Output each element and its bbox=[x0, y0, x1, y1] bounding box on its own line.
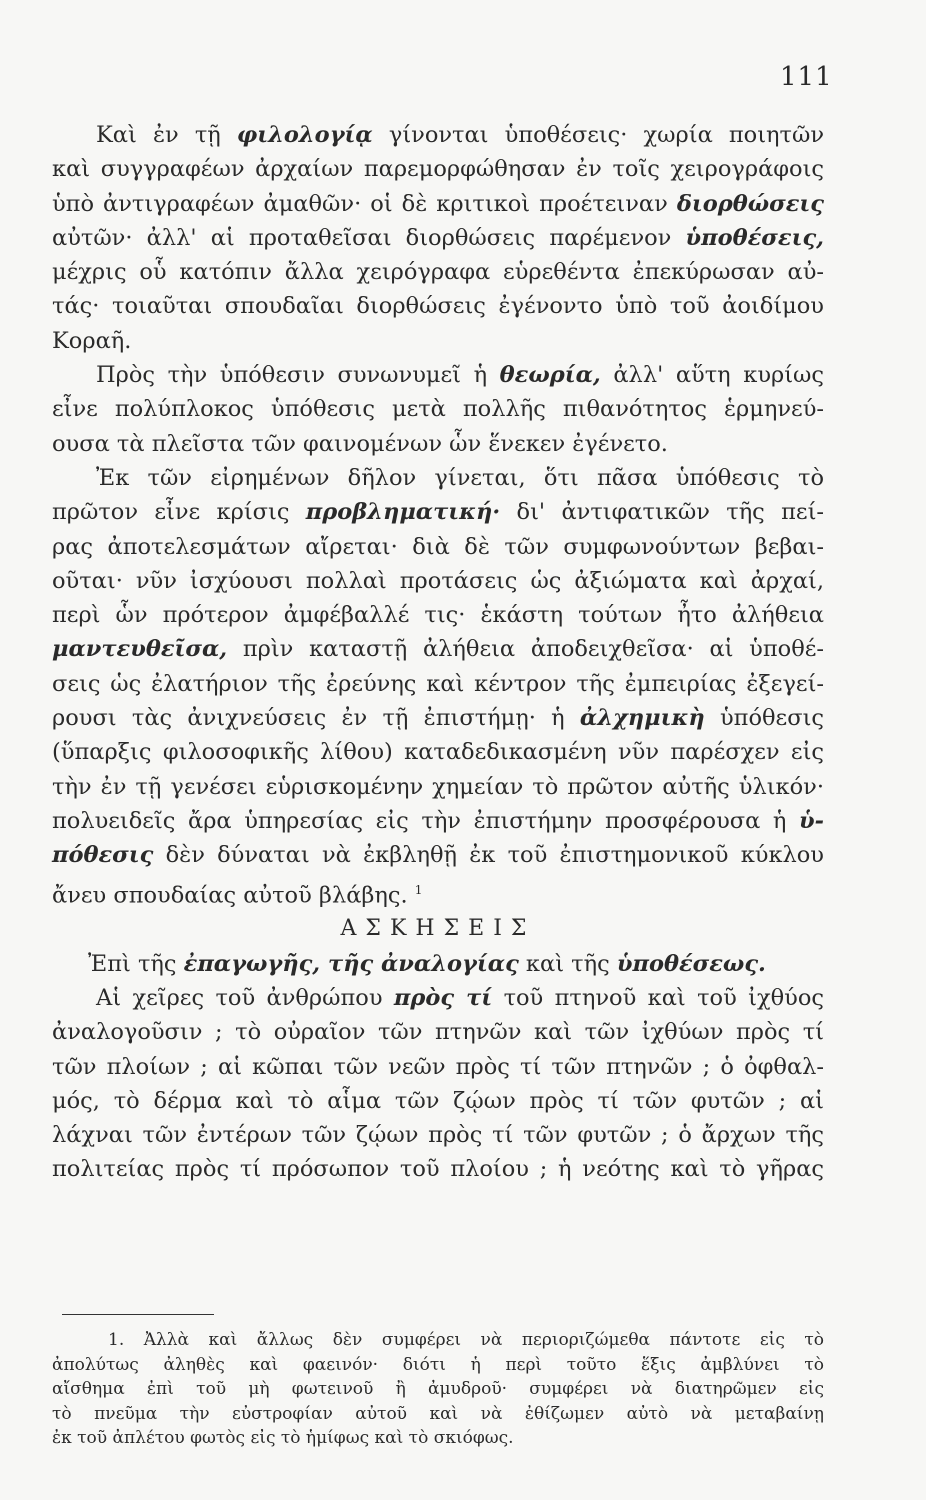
text-segment: τοῦ πτηνοῦ καὶ τοῦ ἰχθύος bbox=[492, 984, 824, 1011]
emphasis-term: προβληματική· bbox=[305, 499, 501, 526]
text-segment: ὑπὸ ἀντιγραφέων ἀμαθῶν· οἱ δὲ κριτικοὶ προέτειναν bbox=[52, 190, 677, 217]
emphasis-term: φιλολογίᾳ bbox=[236, 122, 373, 148]
text-line: σεις ὡς ἐλατήριον τῆς ἐρεύνης καὶ κέντρον τῆς ἐμπειρίας ἐξεγεί- bbox=[52, 670, 824, 697]
text-segment: ρουσι τὰς ἀνιχνεύσεις ἐν τῇ ἐπιστήμῃ· ἡ bbox=[52, 705, 580, 732]
footnote-line: 1. Ἀλλὰ καὶ ἄλλως δὲν συμφέρει νὰ περιοριζώμεθα πάντοτε εἰς τὸ bbox=[108, 1330, 824, 1350]
emphasis-term: πρὸς τί bbox=[393, 984, 493, 1011]
footnote-divider bbox=[62, 1314, 214, 1315]
text-line bbox=[52, 187, 824, 221]
emphasis-term: ὑποθέσεως. bbox=[616, 950, 766, 977]
text-line: λάχναι τῶν ἐντέρων τῶν ζῴων πρὸς τί τῶν φυτῶν ; ὁ ἄρχων τῆς bbox=[52, 1122, 824, 1149]
text-line: τὴν ἐν τῇ γενέσει εὑρισκομένην χημείαν τὸ πρῶτον αὐτῆς ὑλικόν· bbox=[52, 773, 824, 800]
text-line bbox=[52, 701, 824, 735]
text-line bbox=[52, 838, 824, 872]
text-line: (ὕπαρξις φιλοσοφικῆς λίθου) καταδεδικασμένη νῦν παρέσχεν εἰς bbox=[52, 739, 824, 766]
text-segment: πρὶν καταστῇ ἀλήθεια ἀποδειχθεῖσα· αἱ ὑποθέ- bbox=[227, 636, 824, 663]
text-segment: ἀλλ' αὕτη κυρίως bbox=[600, 362, 824, 389]
text-line bbox=[52, 358, 824, 392]
text-segment: πρῶτον εἶνε κρίσις bbox=[52, 499, 306, 526]
text-line: καὶ συγγραφέων ἀρχαίων παρεμορφώθησαν ἐν τοῖς χειρογράφοις bbox=[52, 156, 824, 183]
text-segment: ὑπόθεσις bbox=[704, 705, 824, 732]
text-segment: Αἱ χεῖρες τοῦ ἀνθρώπου bbox=[96, 984, 394, 1011]
text-line: μέχρις οὗ κατόπιν ἄλλα χειρόγραφα εὑρεθέντα ἐπεκύρωσαν αὐ- bbox=[52, 259, 824, 286]
footnote-line: ἀπολύτως ἀληθὲς καὶ φαεινόν· διότι ἡ περὶ τοῦτο ἕξις ἀμβλύνει τὸ bbox=[52, 1354, 824, 1375]
footnote-line: τὸ πνεῦμα τὴν εὐστροφίαν αὐτοῦ καὶ νὰ ἐθίζωμεν αὐτὸ νὰ μεταβαίνῃ bbox=[52, 1403, 824, 1424]
text-segment: πολυειδεῖς ἄρα ὑπηρεσίας εἰς τὴν ἐπιστήμην προσφέρουσα ἡ bbox=[52, 807, 800, 834]
main-text bbox=[52, 118, 824, 1187]
text-line: Ἐκ τῶν εἰρημένων δῆλον γίνεται, ὅτι πᾶσα ὑπόθεσις τὸ bbox=[96, 464, 824, 491]
text-segment: δὲν δύναται νὰ ἐκβληθῇ ἐκ τοῦ ἐπιστημονικοῦ κύκλου bbox=[153, 842, 824, 869]
text-line: Κοραῆ. bbox=[52, 327, 132, 354]
emphasis-term: μαντευθεῖσα, bbox=[52, 636, 228, 663]
text-segment: δι' ἀντιφατικῶν τῆς πεί- bbox=[500, 499, 824, 526]
text-line: εἶνε πολύπλοκος ὑπόθεσις μετὰ πολλῆς πιθανότητος ἑρμηνεύ- bbox=[52, 396, 824, 423]
text-line bbox=[52, 495, 824, 529]
text-segment: Ἐπὶ τῆς bbox=[88, 950, 184, 977]
text-segment: αὐτῶν· ἀλλ' αἱ προταθεῖσαι διορθώσεις παρέμενον bbox=[52, 224, 686, 251]
text-line: ουσα τὰ πλεῖστα τῶν φαινομένων ὧν ἕνεκεν ἐγένετο. bbox=[52, 430, 668, 457]
text-line bbox=[52, 981, 824, 1015]
text-segment: Καὶ ἐν τῇ bbox=[96, 122, 237, 148]
text-line: ρας ἀποτελεσμάτων αἴρεται· διὰ δὲ τῶν συμφωνούντων βεβαι- bbox=[52, 533, 824, 560]
emphasis-term: διορθώσεις bbox=[676, 190, 824, 217]
emphasis-term: ἀλχημικὴ bbox=[579, 705, 705, 732]
footnote bbox=[52, 1328, 824, 1451]
text-line: πολιτείας πρὸς τί πρόσωπον τοῦ πλοίου ; ἡ νεότης καὶ τὸ γῆρας bbox=[52, 1156, 824, 1183]
text-line: οῦται· νῦν ἰσχύουσι πολλαὶ προτάσεις ὡς ἀξιώματα καὶ ἀρχαί, bbox=[52, 567, 824, 594]
footnote-line: ἐκ τοῦ ἀπλέτου φωτὸς εἰς τὸ ἡμίφως καὶ τὸ σκιόφως. bbox=[52, 1428, 514, 1448]
text-line bbox=[52, 118, 824, 152]
text-segment: Πρὸς τὴν ὑπόθεσιν συνωνυμεῖ ἡ bbox=[96, 362, 500, 389]
text-segment: καὶ τῆς bbox=[518, 950, 617, 977]
text-line bbox=[52, 221, 824, 255]
footnote-mark: 1 bbox=[414, 882, 423, 897]
text-line: τάς· τοιαῦται σπουδαῖαι διορθώσεις ἐγένοντο ὑπὸ τοῦ ἀοιδίμου bbox=[52, 293, 824, 320]
text-line bbox=[52, 632, 824, 666]
text-line: μός, τὸ δέρμα καὶ τὸ αἷμα τῶν ζῴων πρὸς τί τῶν φυτῶν ; αἱ bbox=[52, 1087, 824, 1114]
text-line bbox=[52, 804, 824, 838]
section-heading: ΑΣΚΗΣΕΙΣ bbox=[340, 916, 536, 942]
text-line: τῶν πλοίων ; αἱ κῶπαι τῶν νεῶν πρὸς τί τῶν πτηνῶν ; ὁ ὀφθαλ- bbox=[52, 1053, 824, 1080]
footnote-line: αἴσθημα ἐπὶ τοῦ μὴ φωτεινοῦ ἢ ἀμυδροῦ· συμφέρει νὰ διατηρῶμεν εἰς bbox=[52, 1379, 824, 1399]
emphasis-term: ὑ- bbox=[799, 807, 824, 834]
emphasis-term: ἐπαγωγῆς, τῆς ἀναλογίας bbox=[183, 950, 519, 977]
text-line: ἀναλογοῦσιν ; τὸ οὐραῖον τῶν πτηνῶν καὶ τῶν ἰχθύων πρὸς τί bbox=[52, 1019, 824, 1046]
page-number: 111 bbox=[780, 62, 833, 92]
text-segment: γίνονται ὑποθέσεις· χωρία ποιητῶν bbox=[372, 122, 824, 148]
text-line bbox=[52, 947, 824, 981]
emphasis-term: ὑποθέσεις, bbox=[685, 224, 824, 251]
emphasis-term: πόθεσις bbox=[52, 842, 154, 869]
emphasis-term: θεωρία, bbox=[499, 362, 601, 389]
text-line: περὶ ὧν πρότερον ἀμφέβαλλέ τις· ἑκάστη τούτων ἦτο ἀλήθεια bbox=[52, 602, 824, 629]
text-segment: ἄνευ σπουδαίας αὐτοῦ βλάβης. bbox=[52, 882, 408, 909]
text-line bbox=[52, 873, 824, 913]
